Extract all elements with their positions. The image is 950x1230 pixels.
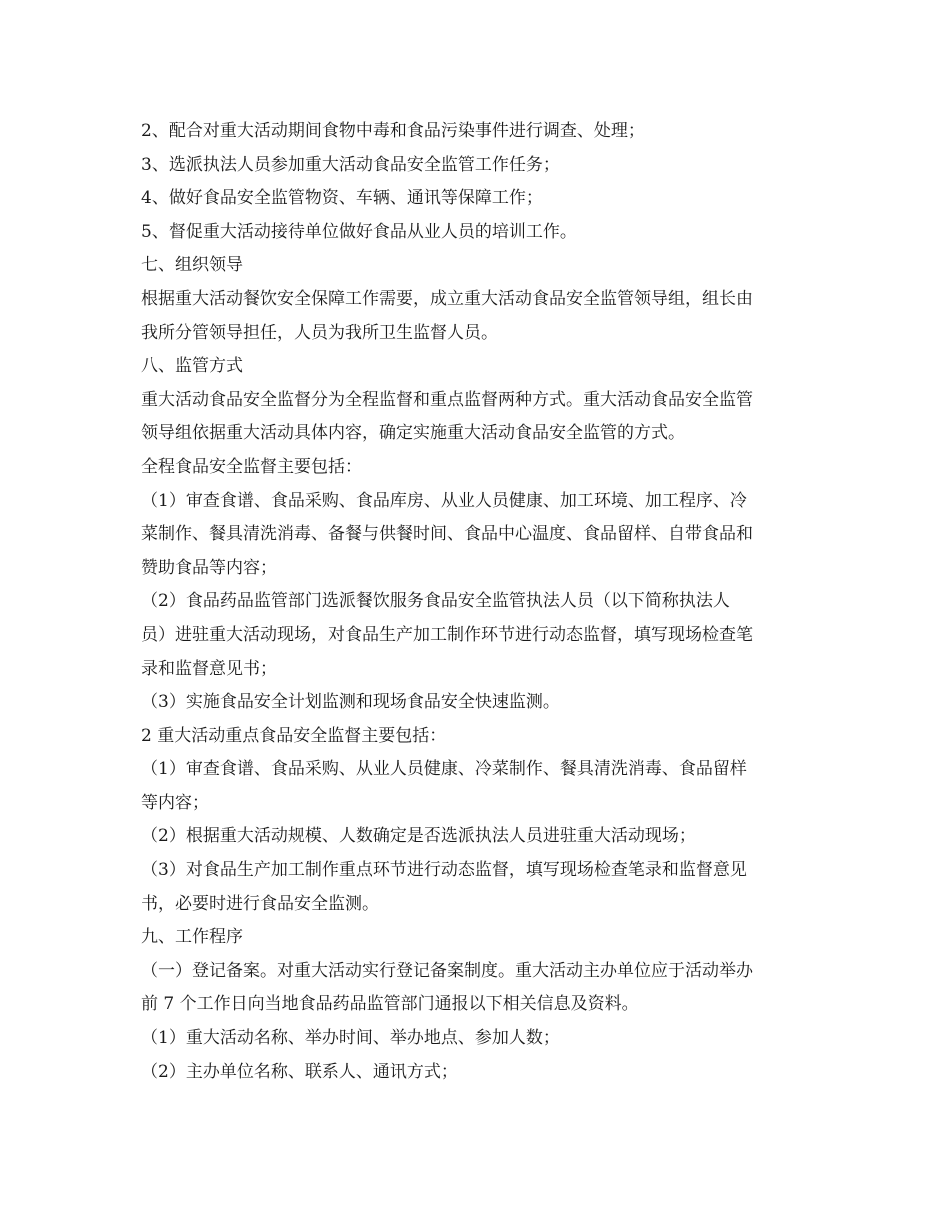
text-line: （1）审查食谱、食品采购、食品库房、从业人员健康、加工环境、加工程序、冷	[141, 490, 747, 511]
text-line: 重大活动食品安全监督分为全程监督和重点监督两种方式。重大活动食品安全监管	[141, 389, 753, 410]
text-line: （2）食品药品监管部门选派餐饮服务食品安全监管执法人员（以下简称执法人	[141, 591, 730, 612]
text-line: 书，必要时进行食品安全监测。	[141, 893, 379, 914]
text-line: 领导组依据重大活动具体内容，确定实施重大活动食品安全监管的方式。	[141, 423, 685, 444]
text-line: 我所分管领导担任，人员为我所卫生监督人员。	[141, 322, 498, 343]
section-heading: 七、组织领导	[141, 255, 243, 276]
text-line: （1）重大活动名称、举办时间、举办地点、参加人数；	[141, 1028, 560, 1049]
text-line: （1）审查食谱、食品采购、从业人员健康、冷菜制作、餐具清洗消毒、食品留样	[141, 759, 747, 780]
text-line: （3）实施食品安全计划监测和现场食品安全快速监测。	[141, 692, 560, 713]
text-line: 3、选派执法人员参加重大活动食品安全监管工作任务；	[141, 154, 560, 175]
text-line: 等内容；	[141, 792, 209, 813]
text-line: 全程食品安全监督主要包括：	[141, 456, 362, 477]
text-line: 前 7 个工作日向当地食品药品监管部门通报以下相关信息及资料。	[141, 994, 639, 1015]
section-heading: 九、工作程序	[141, 927, 243, 948]
text-line: 2 重大活动重点食品安全监督主要包括：	[141, 725, 447, 746]
text-line: 菜制作、餐具清洗消毒、备餐与供餐时间、食品中心温度、食品留样、自带食品和	[141, 524, 753, 545]
text-line: 4、做好食品安全监管物资、车辆、通讯等保障工作；	[141, 188, 543, 209]
text-line: （3）对食品生产加工制作重点环节进行动态监督，填写现场检查笔录和监督意见	[141, 860, 747, 881]
text-line: 根据重大活动餐饮安全保障工作需要，成立重大活动食品安全监管领导组，组长由	[141, 288, 753, 309]
text-line: 赞助食品等内容；	[141, 557, 277, 578]
text-line: （2）根据重大活动规模、人数确定是否选派执法人员进驻重大活动现场；	[141, 826, 696, 847]
text-line: 录和监督意见书；	[141, 658, 277, 679]
text-line: 2、配合对重大活动期间食物中毒和食品污染事件进行调查、处理；	[141, 121, 645, 141]
text-line: （一）登记备案。对重大活动实行登记备案制度。重大活动主办单位应于活动举办	[141, 960, 753, 981]
text-line: 员）进驻重大活动现场，对食品生产加工制作环节进行动态监督，填写现场检查笔	[141, 624, 753, 645]
text-line: （2）主办单位名称、联系人、通讯方式；	[141, 1061, 458, 1082]
text-line: 5、督促重大活动接待单位做好食品从业人员的培训工作。	[141, 221, 577, 242]
section-heading: 八、监管方式	[141, 356, 243, 377]
document-body	[141, 115, 821, 1089]
